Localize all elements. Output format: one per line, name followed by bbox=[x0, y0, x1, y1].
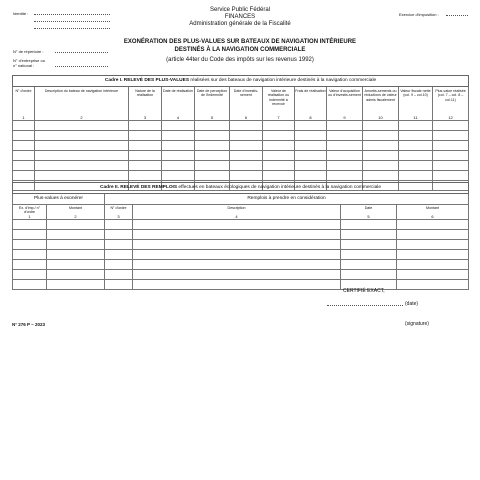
c1-col-header-12: Plus-value réalisée (col. 7 – col. 8 – col.11) bbox=[433, 87, 469, 115]
c2-col-num-5: 5 bbox=[341, 215, 397, 220]
exercise-label: Exercice d'imposition : bbox=[399, 12, 439, 17]
c2-group-right: Remplois à prendre en considération bbox=[105, 194, 469, 205]
cadre2-caption-rest: effectués en bateaux écologiques de navigation intérieure destinés à la navigation commerciale bbox=[177, 185, 382, 190]
cadre1-cell[interactable] bbox=[433, 131, 469, 141]
cadre2-cell[interactable] bbox=[397, 250, 469, 260]
cadre1-cell[interactable] bbox=[295, 121, 327, 131]
cadre2-cell[interactable] bbox=[13, 250, 47, 260]
cadre2-table-row bbox=[13, 260, 469, 270]
date-label: (date) bbox=[405, 301, 419, 307]
cadre1-cell[interactable] bbox=[129, 151, 162, 161]
c1-col-num-8: 8 bbox=[295, 115, 327, 121]
c1-col-header-9: Valeur d'acquisition ou d'investis-sement bbox=[327, 87, 363, 115]
c2-col-num-3: 3 bbox=[105, 215, 133, 220]
cadre1-cell[interactable] bbox=[363, 121, 399, 131]
cadre1-cell[interactable] bbox=[399, 131, 433, 141]
cadre2-cell[interactable] bbox=[105, 270, 133, 280]
repertoire-label: N° de répertoire : bbox=[13, 49, 44, 54]
cadre2-cell[interactable] bbox=[133, 270, 341, 280]
cadre2-table-row bbox=[13, 240, 469, 250]
enterprise-label-2: n° national : bbox=[13, 63, 35, 68]
cadre2-table-row bbox=[13, 280, 469, 290]
cadre2-cell[interactable] bbox=[341, 230, 397, 240]
c1-col-header-10: Amortis-sements ou réductions de valeur admis fiscalement bbox=[363, 87, 399, 115]
cadre1-cell[interactable] bbox=[433, 171, 469, 181]
cadre2-cell[interactable] bbox=[133, 220, 341, 230]
cadre2-cell[interactable] bbox=[47, 280, 105, 290]
cadre2-cell[interactable] bbox=[397, 240, 469, 250]
cadre1-cell[interactable] bbox=[399, 141, 433, 151]
cadre1-table-row bbox=[13, 161, 469, 171]
cadre1-cell[interactable] bbox=[327, 151, 363, 161]
ministry-name: FINANCES bbox=[224, 14, 256, 20]
cadre1-cell[interactable] bbox=[13, 161, 35, 171]
cadre1-caption-rest: réalisées sur des bateaux de navigation intérieure destinés à la navigation commerciale bbox=[189, 78, 377, 83]
date-field[interactable] bbox=[327, 305, 403, 306]
cadre1-cell[interactable] bbox=[195, 121, 230, 131]
cadre2-cell[interactable] bbox=[133, 260, 341, 270]
cadre1-cell[interactable] bbox=[13, 131, 35, 141]
cadre2-cell[interactable] bbox=[105, 220, 133, 230]
c1-col-header-5: Date de perception de l'indemnité bbox=[195, 87, 230, 115]
cadre1-cell[interactable] bbox=[35, 121, 129, 131]
form-title-line2: DESTINÉS À LA NAVIGATION COMMERCIALE bbox=[174, 47, 306, 53]
cadre2-cell[interactable] bbox=[341, 240, 397, 250]
cadre2-cell[interactable] bbox=[341, 220, 397, 230]
form-title-line1: EXONÉRATION DES PLUS-VALUES SUR BATEAUX DE NAVIGATION INTÉRIEURE bbox=[123, 39, 357, 45]
c1-col-num-4: 4 bbox=[162, 115, 195, 121]
cadre2-cell[interactable] bbox=[105, 280, 133, 290]
c1-col-num-1: 1 bbox=[13, 115, 35, 121]
cadre1-cell[interactable] bbox=[295, 161, 327, 171]
cadre2-cell[interactable] bbox=[133, 250, 341, 260]
c1-col-num-5: 5 bbox=[195, 115, 230, 121]
cadre1-table-row bbox=[13, 151, 469, 161]
cadre1-cell[interactable] bbox=[195, 141, 230, 151]
cadre2-cell[interactable] bbox=[47, 270, 105, 280]
cadre1-cell[interactable] bbox=[327, 131, 363, 141]
cadre1-cell[interactable] bbox=[13, 151, 35, 161]
cadre1-cell[interactable] bbox=[327, 141, 363, 151]
cadre2-table-row bbox=[13, 230, 469, 240]
cadre1-cell[interactable] bbox=[399, 171, 433, 181]
enterprise-field[interactable] bbox=[55, 66, 108, 67]
cadre2-cell[interactable] bbox=[47, 250, 105, 260]
cadre2-table-row bbox=[13, 250, 469, 260]
c1-col-num-12: 12 bbox=[433, 115, 469, 121]
c1-col-num-7: 7 bbox=[263, 115, 295, 121]
cadre1-table-row bbox=[13, 121, 469, 131]
cadre1-cell[interactable] bbox=[399, 151, 433, 161]
cadre1-cell[interactable] bbox=[327, 171, 363, 181]
c2-col-header-2: Montant bbox=[47, 205, 105, 215]
certifie-exact: CERTIFIÉ EXACT, bbox=[343, 288, 385, 294]
cadre1-cell[interactable] bbox=[35, 151, 129, 161]
cadre1-cell[interactable] bbox=[399, 121, 433, 131]
service-name: Service Public Fédéral bbox=[209, 7, 271, 13]
cadre1-cell[interactable] bbox=[129, 141, 162, 151]
administration-name: Administration générale de la Fiscalité bbox=[189, 21, 291, 27]
cadre2-cell[interactable] bbox=[397, 270, 469, 280]
identity-field-1[interactable] bbox=[34, 14, 110, 15]
c1-col-header-7: Valeur de réalisation ou indemnité à recevoir bbox=[263, 87, 295, 115]
cadre1-cell[interactable] bbox=[433, 151, 469, 161]
c2-col-num-4: 4 bbox=[133, 215, 341, 220]
identity-field-2[interactable] bbox=[34, 21, 110, 22]
c1-col-num-6: 6 bbox=[230, 115, 263, 121]
cadre1-cell[interactable] bbox=[129, 171, 162, 181]
cadre2-cell[interactable] bbox=[47, 220, 105, 230]
cadre1-cell[interactable] bbox=[230, 171, 263, 181]
c1-col-num-10: 10 bbox=[363, 115, 399, 121]
c2-col-num-6: 6 bbox=[397, 215, 469, 220]
cadre1-cell[interactable] bbox=[433, 121, 469, 131]
exercise-field[interactable] bbox=[446, 15, 468, 16]
cadre2-cell[interactable] bbox=[105, 250, 133, 260]
cadre1-cell[interactable] bbox=[295, 141, 327, 151]
cadre2-cell[interactable] bbox=[13, 220, 47, 230]
cadre1-cell[interactable] bbox=[399, 161, 433, 171]
cadre1-cell[interactable] bbox=[162, 131, 195, 141]
cadre2-cell[interactable] bbox=[47, 240, 105, 250]
cadre2-cell[interactable] bbox=[397, 230, 469, 240]
cadre1-cell[interactable] bbox=[195, 151, 230, 161]
c1-col-header-4: Date de réalisation bbox=[162, 87, 195, 115]
c2-col-header-4: Description bbox=[133, 205, 341, 215]
cadre1-cell[interactable] bbox=[230, 151, 263, 161]
cadre2-caption-bold: Cadre II. RELEVÉ DES REMPLOIS bbox=[100, 185, 178, 190]
cadre1-cell[interactable] bbox=[230, 131, 263, 141]
cadre1-cell[interactable] bbox=[35, 141, 129, 151]
cadre2-cell[interactable] bbox=[133, 240, 341, 250]
cadre1-cell[interactable] bbox=[263, 171, 295, 181]
cadre2-cell[interactable] bbox=[341, 260, 397, 270]
c1-col-header-1: N° d'ordre bbox=[13, 87, 35, 115]
cadre2-cell[interactable] bbox=[133, 280, 341, 290]
cadre1-cell[interactable] bbox=[162, 121, 195, 131]
cadre2-caption bbox=[13, 183, 469, 194]
cadre1-cell[interactable] bbox=[195, 131, 230, 141]
cadre1-table-row bbox=[13, 171, 469, 181]
c1-col-num-11: 11 bbox=[399, 115, 433, 121]
cadre1-cell[interactable] bbox=[129, 161, 162, 171]
c1-col-header-3: Nature de la réalisation bbox=[129, 87, 162, 115]
cadre1-caption bbox=[13, 76, 469, 87]
cadre2-cell[interactable] bbox=[13, 270, 47, 280]
cadre2-cell[interactable] bbox=[397, 260, 469, 270]
cadre2-cell[interactable] bbox=[13, 260, 47, 270]
cadre2-cell[interactable] bbox=[397, 220, 469, 230]
c2-group-left: Plus-values à exonérer bbox=[13, 194, 105, 205]
cadre1-cell[interactable] bbox=[433, 161, 469, 171]
cadre2-cell[interactable] bbox=[341, 250, 397, 260]
cadre1-cell[interactable] bbox=[433, 141, 469, 151]
cadre1-cell[interactable] bbox=[295, 171, 327, 181]
cadre1-cell[interactable] bbox=[35, 131, 129, 141]
cadre2-table-row bbox=[13, 270, 469, 280]
cadre1-cell[interactable] bbox=[327, 121, 363, 131]
cadre1-table bbox=[12, 75, 469, 191]
cadre2-cell[interactable] bbox=[105, 240, 133, 250]
cadre2-cell[interactable] bbox=[13, 230, 47, 240]
c1-col-num-2: 2 bbox=[35, 115, 129, 121]
cadre2-cell[interactable] bbox=[47, 260, 105, 270]
identity-label: Identité : bbox=[13, 11, 29, 16]
cadre1-cell[interactable] bbox=[263, 151, 295, 161]
identity-field-3[interactable] bbox=[34, 28, 110, 29]
cadre1-cell[interactable] bbox=[13, 141, 35, 151]
cadre1-cell[interactable] bbox=[129, 131, 162, 141]
cadre2-table bbox=[12, 182, 469, 290]
c1-col-header-8: Frais de réalisation bbox=[295, 87, 327, 115]
cadre2-table-row bbox=[13, 220, 469, 230]
enterprise-label-1: N° d'entreprise ou bbox=[13, 58, 45, 63]
c1-col-num-9: 9 bbox=[327, 115, 363, 121]
cadre1-cell[interactable] bbox=[363, 131, 399, 141]
c2-col-header-5: Date bbox=[341, 205, 397, 215]
cadre1-cell[interactable] bbox=[263, 161, 295, 171]
cadre1-cell[interactable] bbox=[363, 141, 399, 151]
cadre1-table-row bbox=[13, 141, 469, 151]
c2-col-header-3: N° d'ordre bbox=[105, 205, 133, 215]
cadre1-cell[interactable] bbox=[162, 171, 195, 181]
c1-col-header-2: Description du bateau de navigation intérieure bbox=[35, 87, 129, 115]
cadre1-cell[interactable] bbox=[129, 121, 162, 131]
cadre2-cell[interactable] bbox=[47, 230, 105, 240]
signature-label: (signature) bbox=[405, 321, 429, 327]
c1-col-header-11: Valeur fiscale nette (col. 9 – col.10) bbox=[399, 87, 433, 115]
cadre1-cell[interactable] bbox=[263, 141, 295, 151]
cadre1-cell[interactable] bbox=[195, 171, 230, 181]
cadre1-cell[interactable] bbox=[35, 161, 129, 171]
c1-col-num-3: 3 bbox=[129, 115, 162, 121]
cadre1-cell[interactable] bbox=[263, 121, 295, 131]
cadre2-cell[interactable] bbox=[13, 240, 47, 250]
cadre1-cell[interactable] bbox=[263, 131, 295, 141]
cadre1-cell[interactable] bbox=[162, 161, 195, 171]
cadre1-cell[interactable] bbox=[13, 121, 35, 131]
cadre1-cell[interactable] bbox=[13, 171, 35, 181]
cadre1-cell[interactable] bbox=[35, 171, 129, 181]
cadre1-cell[interactable] bbox=[162, 141, 195, 151]
cadre1-cell[interactable] bbox=[363, 161, 399, 171]
c1-col-header-6: Date d'investis-sement bbox=[230, 87, 263, 115]
form-number: N° 276 P – 2023 bbox=[12, 322, 45, 327]
cadre1-cell[interactable] bbox=[195, 161, 230, 171]
cadre1-caption-bold: Cadre I. RELEVÉ DES PLUS-VALUES bbox=[104, 78, 190, 83]
form-subtitle: (article 44ter du Code des impôts sur les revenus 1992) bbox=[166, 57, 314, 63]
cadre1-cell[interactable] bbox=[230, 121, 263, 131]
cadre2-cell[interactable] bbox=[397, 280, 469, 290]
cadre2-cell[interactable] bbox=[341, 270, 397, 280]
c2-col-header-1: Ex. d'imp./ n° d'ordre bbox=[13, 205, 47, 215]
cadre1-cell[interactable] bbox=[327, 161, 363, 171]
c2-col-num-1: 1 bbox=[13, 215, 47, 220]
cadre2-cell[interactable] bbox=[13, 280, 47, 290]
c2-col-num-2: 2 bbox=[47, 215, 105, 220]
cadre2-cell[interactable] bbox=[133, 230, 341, 240]
c2-col-header-6: Montant bbox=[397, 205, 469, 215]
cadre1-cell[interactable] bbox=[363, 151, 399, 161]
cadre1-cell[interactable] bbox=[162, 151, 195, 161]
cadre2-cell[interactable] bbox=[105, 230, 133, 240]
repertoire-field[interactable] bbox=[55, 52, 108, 53]
cadre1-cell[interactable] bbox=[230, 161, 263, 171]
cadre1-cell[interactable] bbox=[295, 131, 327, 141]
cadre1-cell[interactable] bbox=[230, 141, 263, 151]
cadre1-cell[interactable] bbox=[363, 171, 399, 181]
cadre2-cell[interactable] bbox=[105, 260, 133, 270]
cadre1-cell[interactable] bbox=[295, 151, 327, 161]
cadre1-table-row bbox=[13, 131, 469, 141]
